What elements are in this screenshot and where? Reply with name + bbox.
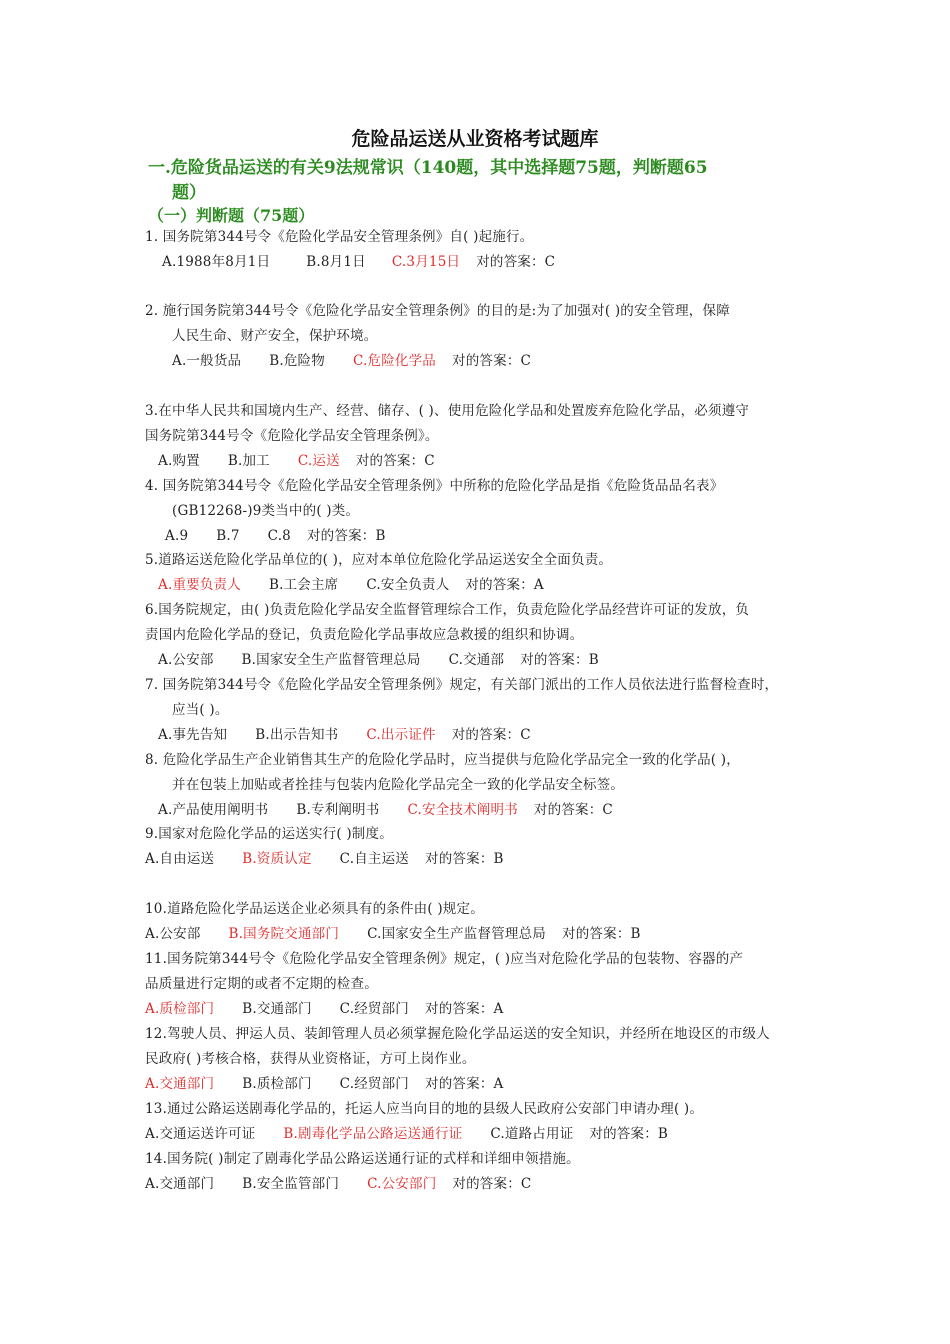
option-b: B.质检部门 — [242, 1076, 312, 1092]
option-c: C.安全技术阐明书 — [407, 802, 518, 818]
question-3-text-cont: 国务院第344号令《危险化学品安全管理条例》。 — [145, 428, 439, 444]
option-a: A.9 — [165, 528, 189, 544]
option-a: A.交通运送许可证 — [145, 1126, 256, 1142]
section-heading-line2: 题） — [172, 183, 206, 203]
question-7-text-cont: 应当( )。 — [172, 702, 229, 718]
question-7-text: 7. 国务院第344号令《危险化学品安全管理条例》规定，有关部门派出的工作人员依法进行监督检查时， — [145, 677, 779, 693]
option-b: B.7 — [216, 528, 240, 544]
question-14-options — [145, 1175, 531, 1193]
answer: 对的答案：A — [425, 1076, 504, 1092]
answer: 对的答案：B — [425, 851, 504, 867]
answer: 对的答案：C — [452, 353, 532, 369]
option-b: B.国务院交通部门 — [228, 926, 340, 942]
answer: 对的答案：B — [589, 1126, 669, 1142]
option-b: B.国家安全生产监督管理总局 — [241, 652, 421, 668]
option-a: A.交通部门 — [145, 1076, 215, 1092]
answer: 对的答案：B — [562, 926, 641, 942]
question-6-text-cont: 责国内危险化学品的登记，负责危险化学品事故应急救援的组织和协调。 — [145, 627, 584, 643]
question-2-text-cont: 人民生命、财产安全，保护环境。 — [172, 328, 378, 344]
answer: 对的答案：C — [533, 802, 613, 818]
question-2-text: 2. 施行国务院第344号令《危险化学品安全管理条例》的目的是:为了加强对( )的安全管理，保障 — [145, 303, 730, 319]
answer: 对的答案：C — [451, 727, 531, 743]
question-4-options — [165, 527, 386, 545]
option-c: C.出示证件 — [366, 727, 436, 743]
question-3-options — [158, 452, 435, 470]
option-c: C.3月15日 — [391, 254, 461, 270]
question-6-text: 6.国务院规定，由( )负责危险化学品安全监督管理综合工作，负责危险化学品经营许可证的发放，负 — [145, 602, 750, 618]
option-a: A.购置 — [158, 453, 200, 469]
option-c: C.8 — [267, 528, 291, 544]
question-14-text: 14.国务院( )制定了剧毒化学品公路运送通行证的式样和详细申领措施。 — [145, 1151, 580, 1167]
subsection-heading: （一）判断题（75题） — [148, 206, 315, 225]
question-1-text: 1. 国务院第344号令《危险化学品安全管理条例》自( )起施行。 — [145, 229, 534, 245]
answer: 对的答案：C — [355, 453, 435, 469]
question-9-text: 9.国家对危险化学品的运送实行( )制度。 — [145, 826, 393, 842]
question-5-text: 5.道路运送危险化学品单位的( )，应对本单位危险化学品运送安全全面负责。 — [145, 552, 613, 568]
option-b: B.工会主席 — [268, 577, 339, 593]
question-11-text-cont: 品质量进行定期的或者不定期的检查。 — [145, 976, 378, 992]
option-b: B.安全监管部门 — [242, 1176, 340, 1192]
question-10-options — [145, 925, 641, 943]
question-12-text-cont: 民政府( )考核合格，获得从业资格证，方可上岗作业。 — [145, 1051, 476, 1067]
option-c: C.危险化学品 — [352, 353, 437, 369]
option-a: A.交通部门 — [145, 1176, 215, 1192]
answer: 对的答案：B — [306, 528, 386, 544]
option-c: C.经贸部门 — [339, 1076, 410, 1092]
answer: 对的答案：B — [520, 652, 599, 668]
option-c: C.经贸部门 — [339, 1001, 410, 1017]
question-13-text: 13.通过公路运送剧毒化学品的，托运人应当向目的地的县级人民政府公安部门申请办理( )。 — [145, 1101, 704, 1117]
option-b: B.资质认定 — [242, 851, 312, 867]
question-8-text-cont: 并在包装上加贴或者拴挂与包装内危险化学品完全一致的化学品安全标签。 — [172, 777, 625, 793]
section-heading-line1: 一.危险货品运送的有关9法规常识（140题，其中选择题75题，判断题65 — [148, 158, 708, 178]
option-c: C.自主运送 — [339, 851, 410, 867]
question-7-options — [158, 726, 531, 744]
option-c: C.国家安全生产监督管理总局 — [367, 926, 547, 942]
question-10-text: 10.道路危险化学品运送企业必须具有的条件由( )规定。 — [145, 901, 484, 917]
option-a: A.自由运送 — [145, 851, 215, 867]
option-c: C.运送 — [297, 453, 340, 469]
option-c: C.道路占用证 — [490, 1126, 574, 1142]
option-c: C.公安部门 — [367, 1176, 437, 1192]
option-b: B.剧毒化学品公路运送通行证 — [283, 1126, 463, 1142]
option-a: A.公安部 — [145, 926, 201, 942]
answer: 对的答案：C — [452, 1176, 532, 1192]
option-a: A.一般货品 — [172, 353, 242, 369]
question-1-options — [162, 253, 555, 271]
option-a: A.产品使用阐明书 — [158, 802, 269, 818]
question-11-options — [145, 1000, 503, 1018]
option-b: B.加工 — [227, 453, 270, 469]
option-b: B.8月1日 — [306, 254, 366, 270]
question-3-text: 3.在中华人民共和国境内生产、经营、储存、( )、使用危险化学品和处置废弃危险化学品，必须遵守 — [145, 403, 750, 419]
question-4-text-cont: (GB12268-)9类当中的( )类。 — [172, 503, 360, 519]
option-b: B.专利阐明书 — [296, 802, 380, 818]
option-c: C.交通部 — [448, 652, 505, 668]
answer: 对的答案：A — [425, 1001, 504, 1017]
option-a: A.质检部门 — [145, 1001, 215, 1017]
question-9-options — [145, 850, 504, 868]
question-4-text: 4. 国务院第344号令《危险化学品安全管理条例》中所称的危险化学品是指《危险货品品名表》 — [145, 478, 724, 494]
option-b: B.出示告知书 — [255, 727, 339, 743]
option-b: B.交通部门 — [242, 1001, 312, 1017]
question-8-text: 8. 危险化学品生产企业销售其生产的危险化学品时，应当提供与危险化学品完全一致的化学品( )， — [145, 752, 740, 768]
question-11-text: 11.国务院第344号令《危险化学品安全管理条例》规定，( )应当对危险化学品的包装物、容器的产 — [145, 951, 744, 967]
option-a: A.公安部 — [158, 652, 214, 668]
option-b: B.危险物 — [269, 353, 325, 369]
option-a: A.事先告知 — [158, 727, 228, 743]
question-8-options — [158, 801, 613, 819]
question-12-text: 12.驾驶人员、押运人员、装卸管理人员必须掌握危险化学品运送的安全知识，并经所在地设区的市级人 — [145, 1026, 770, 1042]
question-12-options — [145, 1075, 503, 1093]
answer: 对的答案：C — [476, 254, 556, 270]
option-a: A.1988年8月1日 — [162, 254, 271, 270]
option-c: C.安全负责人 — [366, 577, 450, 593]
question-6-options — [158, 651, 599, 669]
answer: 对的答案：A — [465, 577, 544, 593]
question-13-options — [145, 1125, 668, 1143]
option-a: A.重要负责人 — [158, 577, 241, 593]
page-title: 危险品运送从业资格考试题库 — [351, 128, 599, 150]
question-2-options — [172, 352, 531, 370]
question-5-options — [158, 576, 544, 594]
